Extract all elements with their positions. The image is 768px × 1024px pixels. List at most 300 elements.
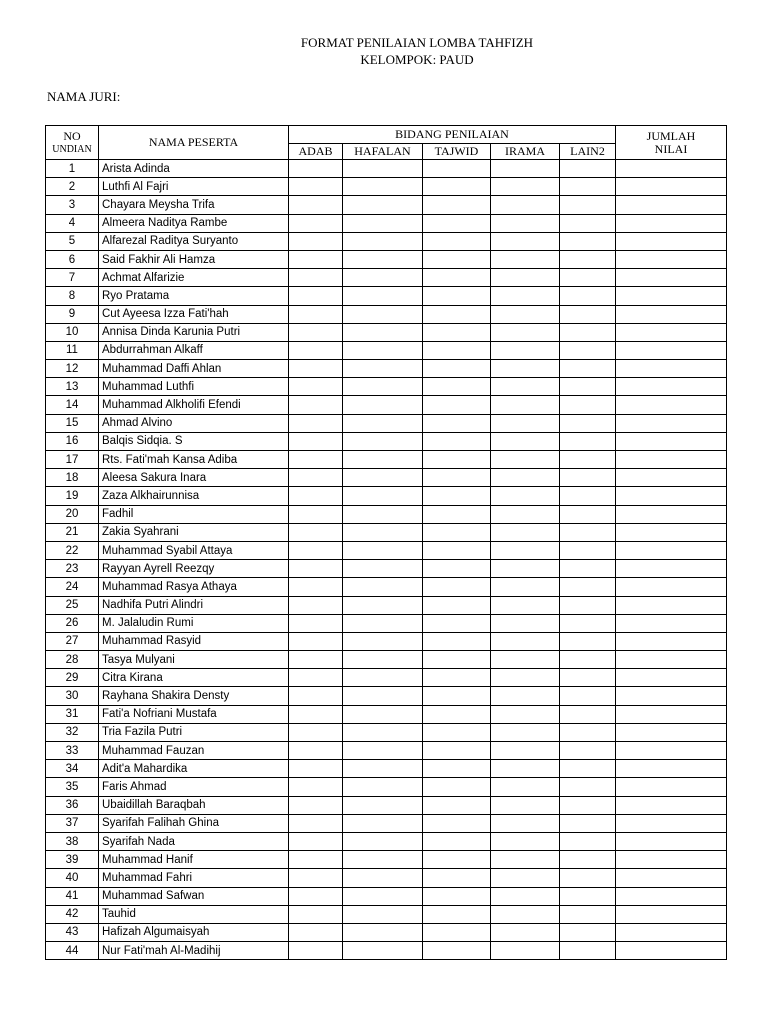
participant-name: Achmat Alfarizie: [99, 269, 289, 287]
adab-cell: [289, 596, 343, 614]
lain2-cell: [560, 923, 616, 941]
hafalan-cell: [343, 451, 423, 469]
hafalan-cell: [343, 869, 423, 887]
header-nama-peserta: NAMA PESERTA: [99, 126, 289, 160]
participant-name: Rayyan Ayrell Reezqy: [99, 560, 289, 578]
header-no-undian: [46, 126, 99, 160]
adab-cell: [289, 323, 343, 341]
row-number: 39: [46, 851, 99, 869]
row-number: 12: [46, 360, 99, 378]
tajwid-cell: [423, 232, 491, 250]
jumlah-nilai-cell: [616, 523, 727, 541]
hafalan-cell: [343, 760, 423, 778]
lain2-cell: [560, 196, 616, 214]
irama-cell: [491, 723, 560, 741]
jumlah-nilai-cell: [616, 796, 727, 814]
irama-cell: [491, 614, 560, 632]
adab-cell: [289, 469, 343, 487]
lain2-cell: [560, 451, 616, 469]
lain2-cell: [560, 705, 616, 723]
table-row: [46, 851, 727, 869]
table-row: [46, 887, 727, 905]
table-row: [46, 651, 727, 669]
irama-cell: [491, 323, 560, 341]
adab-cell: [289, 378, 343, 396]
hafalan-cell: [343, 614, 423, 632]
row-number: 7: [46, 269, 99, 287]
adab-cell: [289, 250, 343, 268]
table-row: [46, 378, 727, 396]
tajwid-cell: [423, 160, 491, 178]
row-number: 19: [46, 487, 99, 505]
tajwid-cell: [423, 778, 491, 796]
tajwid-cell: [423, 905, 491, 923]
jumlah-nilai-cell: [616, 923, 727, 941]
jumlah-nilai-cell: [616, 232, 727, 250]
hafalan-cell: [343, 687, 423, 705]
table-row: [46, 942, 727, 960]
scoring-table: [45, 125, 727, 960]
table-row: [46, 196, 727, 214]
tajwid-cell: [423, 651, 491, 669]
tajwid-cell: [423, 796, 491, 814]
hafalan-cell: [343, 705, 423, 723]
lain2-cell: [560, 905, 616, 923]
tajwid-cell: [423, 305, 491, 323]
participant-name: Nadhifa Putri Alindri: [99, 596, 289, 614]
row-number: 32: [46, 723, 99, 741]
tajwid-cell: [423, 723, 491, 741]
irama-cell: [491, 778, 560, 796]
hafalan-cell: [343, 832, 423, 850]
hafalan-cell: [343, 305, 423, 323]
row-number: 34: [46, 760, 99, 778]
row-number: 18: [46, 469, 99, 487]
row-number: 8: [46, 287, 99, 305]
hafalan-cell: [343, 414, 423, 432]
row-number: 40: [46, 869, 99, 887]
lain2-cell: [560, 360, 616, 378]
lain2-cell: [560, 760, 616, 778]
table-row: [46, 578, 727, 596]
tajwid-cell: [423, 214, 491, 232]
tajwid-cell: [423, 250, 491, 268]
hafalan-cell: [343, 469, 423, 487]
lain2-cell: [560, 651, 616, 669]
tajwid-cell: [423, 742, 491, 760]
table-row: [46, 178, 727, 196]
row-number: 26: [46, 614, 99, 632]
participant-name: Alfarezal Raditya Suryanto: [99, 232, 289, 250]
row-number: 29: [46, 669, 99, 687]
adab-cell: [289, 341, 343, 359]
row-number: 37: [46, 814, 99, 832]
participant-name: Citra Kirana: [99, 669, 289, 687]
irama-cell: [491, 178, 560, 196]
tajwid-cell: [423, 287, 491, 305]
table-row: [46, 232, 727, 250]
jumlah-nilai-cell: [616, 851, 727, 869]
row-number: 31: [46, 705, 99, 723]
table-row: [46, 287, 727, 305]
hafalan-cell: [343, 214, 423, 232]
table-row: [46, 523, 727, 541]
hafalan-cell: [343, 578, 423, 596]
header-jumlah-nilai: [616, 126, 727, 160]
table-row: [46, 269, 727, 287]
row-number: 27: [46, 632, 99, 650]
header-lain2: LAIN2: [560, 144, 616, 160]
participant-name: Rayhana Shakira Densty: [99, 687, 289, 705]
hafalan-cell: [343, 250, 423, 268]
table-row: [46, 560, 727, 578]
adab-cell: [289, 541, 343, 559]
tajwid-cell: [423, 578, 491, 596]
tajwid-cell: [423, 760, 491, 778]
adab-cell: [289, 832, 343, 850]
tajwid-cell: [423, 669, 491, 687]
hafalan-cell: [343, 651, 423, 669]
row-number: 15: [46, 414, 99, 432]
row-number: 28: [46, 651, 99, 669]
table-row: [46, 742, 727, 760]
adab-cell: [289, 178, 343, 196]
lain2-cell: [560, 541, 616, 559]
table-row: [46, 360, 727, 378]
adab-cell: [289, 687, 343, 705]
table-row: [46, 305, 727, 323]
participant-name: Muhammad Fahri: [99, 869, 289, 887]
hafalan-cell: [343, 269, 423, 287]
lain2-cell: [560, 778, 616, 796]
participant-name: Ubaidillah Baraqbah: [99, 796, 289, 814]
tajwid-cell: [423, 269, 491, 287]
table-row: [46, 414, 727, 432]
tajwid-cell: [423, 341, 491, 359]
jumlah-nilai-cell: [616, 669, 727, 687]
jumlah-nilai-cell: [616, 832, 727, 850]
lain2-cell: [560, 396, 616, 414]
table-row: [46, 705, 727, 723]
row-number: 33: [46, 742, 99, 760]
row-number: 17: [46, 451, 99, 469]
row-number: 20: [46, 505, 99, 523]
row-number: 14: [46, 396, 99, 414]
tajwid-cell: [423, 814, 491, 832]
table-row: [46, 905, 727, 923]
irama-cell: [491, 905, 560, 923]
lain2-cell: [560, 723, 616, 741]
adab-cell: [289, 614, 343, 632]
adab-cell: [289, 632, 343, 650]
table-row: [46, 487, 727, 505]
jumlah-nilai-cell: [616, 541, 727, 559]
jumlah-nilai-cell: [616, 742, 727, 760]
header-hafalan: HAFALAN: [343, 144, 423, 160]
jumlah-nilai-cell: [616, 487, 727, 505]
lain2-cell: [560, 596, 616, 614]
hafalan-cell: [343, 360, 423, 378]
adab-cell: [289, 451, 343, 469]
lain2-cell: [560, 687, 616, 705]
participant-name: Muhammad Fauzan: [99, 742, 289, 760]
row-number: 44: [46, 942, 99, 960]
irama-cell: [491, 705, 560, 723]
irama-cell: [491, 214, 560, 232]
tajwid-cell: [423, 323, 491, 341]
lain2-cell: [560, 523, 616, 541]
row-number: 41: [46, 887, 99, 905]
irama-cell: [491, 505, 560, 523]
lain2-cell: [560, 178, 616, 196]
tajwid-cell: [423, 487, 491, 505]
participant-name: Muhammad Rasya Athaya: [99, 578, 289, 596]
participant-name: Annisa Dinda Karunia Putri: [99, 323, 289, 341]
jumlah-nilai-cell: [616, 651, 727, 669]
adab-cell: [289, 851, 343, 869]
lain2-cell: [560, 414, 616, 432]
row-number: 6: [46, 250, 99, 268]
jumlah-nilai-cell: [616, 269, 727, 287]
jumlah-nilai-cell: [616, 469, 727, 487]
table-row: [46, 632, 727, 650]
lain2-cell: [560, 469, 616, 487]
table-row: [46, 687, 727, 705]
judge-name-label: NAMA JURI:: [47, 89, 121, 104]
participant-name: Zaza Alkhairunnisa: [99, 487, 289, 505]
irama-cell: [491, 596, 560, 614]
irama-cell: [491, 832, 560, 850]
tajwid-cell: [423, 869, 491, 887]
hafalan-cell: [343, 287, 423, 305]
participant-name: Syarifah Falihah Ghina: [99, 814, 289, 832]
jumlah-nilai-cell: [616, 214, 727, 232]
adab-cell: [289, 360, 343, 378]
participant-name: Fadhil: [99, 505, 289, 523]
table-row: [46, 669, 727, 687]
table-row: [46, 596, 727, 614]
hafalan-cell: [343, 196, 423, 214]
participant-name: Tauhid: [99, 905, 289, 923]
adab-cell: [289, 505, 343, 523]
participant-name: Faris Ahmad: [99, 778, 289, 796]
table-row: [46, 723, 727, 741]
hafalan-cell: [343, 432, 423, 450]
row-number: 23: [46, 560, 99, 578]
irama-cell: [491, 887, 560, 905]
irama-cell: [491, 269, 560, 287]
participant-name: Adit'a Mahardika: [99, 760, 289, 778]
hafalan-cell: [343, 905, 423, 923]
header-jumlah: JUMLAH: [646, 128, 696, 143]
row-number: 42: [46, 905, 99, 923]
participant-name: Abdurrahman Alkaff: [99, 341, 289, 359]
jumlah-nilai-cell: [616, 560, 727, 578]
participant-name: Syarifah Nada: [99, 832, 289, 850]
jumlah-nilai-cell: [616, 451, 727, 469]
participant-name: Muhammad Luthfi: [99, 378, 289, 396]
jumlah-nilai-cell: [616, 196, 727, 214]
adab-cell: [289, 887, 343, 905]
lain2-cell: [560, 305, 616, 323]
jumlah-nilai-cell: [616, 160, 727, 178]
header-undian: UNDIAN: [52, 143, 92, 155]
hafalan-cell: [343, 341, 423, 359]
lain2-cell: [560, 378, 616, 396]
tajwid-cell: [423, 396, 491, 414]
table-row: [46, 341, 727, 359]
hafalan-cell: [343, 560, 423, 578]
irama-cell: [491, 160, 560, 178]
hafalan-cell: [343, 160, 423, 178]
jumlah-nilai-cell: [616, 287, 727, 305]
table-row: [46, 505, 727, 523]
row-number: 13: [46, 378, 99, 396]
hafalan-cell: [343, 378, 423, 396]
hafalan-cell: [343, 178, 423, 196]
tajwid-cell: [423, 523, 491, 541]
adab-cell: [289, 396, 343, 414]
irama-cell: [491, 760, 560, 778]
row-number: 36: [46, 796, 99, 814]
jumlah-nilai-cell: [616, 414, 727, 432]
table-row: [46, 923, 727, 941]
adab-cell: [289, 905, 343, 923]
jumlah-nilai-cell: [616, 305, 727, 323]
tajwid-cell: [423, 414, 491, 432]
tajwid-cell: [423, 360, 491, 378]
adab-cell: [289, 214, 343, 232]
header-adab: ADAB: [289, 144, 343, 160]
hafalan-cell: [343, 523, 423, 541]
participant-name: Arista Adinda: [99, 160, 289, 178]
hafalan-cell: [343, 742, 423, 760]
tajwid-cell: [423, 614, 491, 632]
tajwid-cell: [423, 832, 491, 850]
irama-cell: [491, 578, 560, 596]
adab-cell: [289, 669, 343, 687]
adab-cell: [289, 196, 343, 214]
row-number: 2: [46, 178, 99, 196]
irama-cell: [491, 232, 560, 250]
hafalan-cell: [343, 632, 423, 650]
hafalan-cell: [343, 505, 423, 523]
lain2-cell: [560, 487, 616, 505]
adab-cell: [289, 814, 343, 832]
participant-name: Muhammad Safwan: [99, 887, 289, 905]
participant-name: Hafizah Algumaisyah: [99, 923, 289, 941]
adab-cell: [289, 869, 343, 887]
tajwid-cell: [423, 196, 491, 214]
irama-cell: [491, 851, 560, 869]
lain2-cell: [560, 250, 616, 268]
header-bidang-penilaian: BIDANG PENILAIAN: [289, 126, 616, 144]
participant-rows: [46, 160, 727, 960]
adab-cell: [289, 796, 343, 814]
lain2-cell: [560, 160, 616, 178]
row-number: 4: [46, 214, 99, 232]
irama-cell: [491, 250, 560, 268]
irama-cell: [491, 942, 560, 960]
tajwid-cell: [423, 178, 491, 196]
participant-name: Ryo Pratama: [99, 287, 289, 305]
participant-name: Cut Ayeesa Izza Fati'hah: [99, 305, 289, 323]
tajwid-cell: [423, 451, 491, 469]
hafalan-cell: [343, 232, 423, 250]
irama-cell: [491, 869, 560, 887]
jumlah-nilai-cell: [616, 178, 727, 196]
hafalan-cell: [343, 723, 423, 741]
adab-cell: [289, 487, 343, 505]
table-row: [46, 323, 727, 341]
participant-name: Said Fakhir Ali Hamza: [99, 250, 289, 268]
table-header: [46, 126, 727, 160]
participant-name: Fati'a Nofriani Mustafa: [99, 705, 289, 723]
irama-cell: [491, 396, 560, 414]
participant-name: Muhammad Rasyid: [99, 632, 289, 650]
adab-cell: [289, 778, 343, 796]
irama-cell: [491, 487, 560, 505]
jumlah-nilai-cell: [616, 614, 727, 632]
table-row: [46, 432, 727, 450]
table-row: [46, 250, 727, 268]
irama-cell: [491, 560, 560, 578]
lain2-cell: [560, 232, 616, 250]
participant-name: Balqis Sidqia. S: [99, 432, 289, 450]
tajwid-cell: [423, 469, 491, 487]
hafalan-cell: [343, 887, 423, 905]
lain2-cell: [560, 341, 616, 359]
header-irama: IRAMA: [491, 144, 560, 160]
hafalan-cell: [343, 851, 423, 869]
row-number: 3: [46, 196, 99, 214]
lain2-cell: [560, 669, 616, 687]
adab-cell: [289, 560, 343, 578]
tajwid-cell: [423, 851, 491, 869]
row-number: 24: [46, 578, 99, 596]
table-row: [46, 451, 727, 469]
jumlah-nilai-cell: [616, 942, 727, 960]
table-row: [46, 869, 727, 887]
lain2-cell: [560, 505, 616, 523]
table-row: [46, 614, 727, 632]
participant-name: Muhammad Alkholifi Efendi: [99, 396, 289, 414]
adab-cell: [289, 269, 343, 287]
table-row: [46, 778, 727, 796]
hafalan-cell: [343, 942, 423, 960]
irama-cell: [491, 305, 560, 323]
adab-cell: [289, 942, 343, 960]
row-number: 25: [46, 596, 99, 614]
irama-cell: [491, 541, 560, 559]
jumlah-nilai-cell: [616, 505, 727, 523]
adab-cell: [289, 305, 343, 323]
lain2-cell: [560, 432, 616, 450]
table-row: [46, 796, 727, 814]
adab-cell: [289, 287, 343, 305]
irama-cell: [491, 923, 560, 941]
hafalan-cell: [343, 814, 423, 832]
jumlah-nilai-cell: [616, 632, 727, 650]
row-number: 21: [46, 523, 99, 541]
lain2-cell: [560, 578, 616, 596]
adab-cell: [289, 414, 343, 432]
table-row: [46, 396, 727, 414]
irama-cell: [491, 814, 560, 832]
table-row: [46, 160, 727, 178]
jumlah-nilai-cell: [616, 869, 727, 887]
tajwid-cell: [423, 705, 491, 723]
